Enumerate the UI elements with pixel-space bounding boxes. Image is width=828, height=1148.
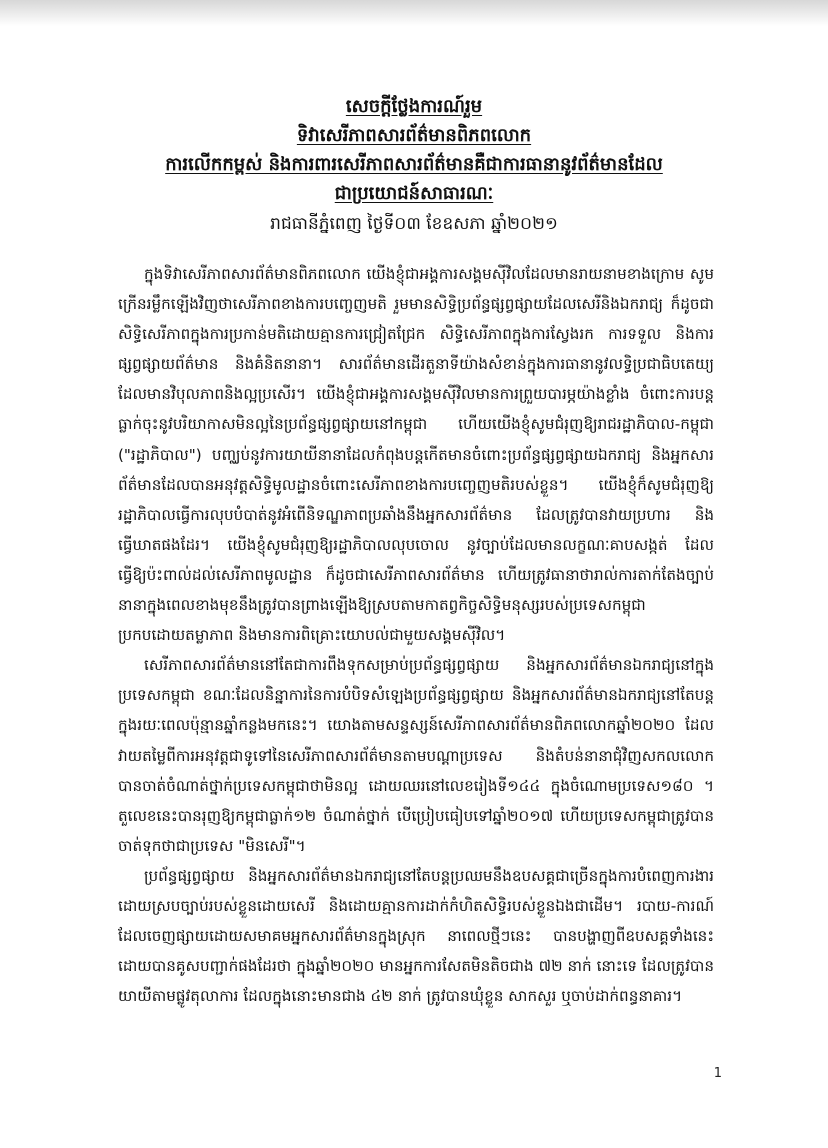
body-paragraph-3: ប្រព័ន្ធផ្សព្វផ្សាយ និងអ្នកសារព័ត៌មានឯករាជ្យនៅតែបន្តប្រឈមនឹងឧបសគ្គជាច្រើនក្នុងការបំពេញការងារដោយស្របច្បាប់របស់ខ្លួនដោយសេរី និងដោយគ្មានការដាក់កំហិតសិទ្ធិរបស់ខ្លួនឯងជាដើម។ របាយ-ការណ៍ដែលចេញផ្សាយដោយសមាគមអ្នកសារព័ត៌មានក្នុងស្រុក នាពេលថ្មីៗនេះ បានបង្ហាញពីឧបសគ្គទាំងនេះដោយបានគូសបញ្ជាក់ផងដែរថា ក្នុងឆ្នាំ២០២០ មានអ្នកការសែតមិនតិចជាង ៧២ នាក់ នោះទេ ដែលត្រូវបានយាយីតាមផ្លូវតុលាការ ដែលក្នុងនោះមានជាង ៤២ នាក់ ត្រូវបានឃុំខ្លួន សាកសួរ ឬចាប់ដាក់ពន្ធនាគារ។: [118, 866, 714, 1006]
statement-title-line-3: ការលើកកម្ពស់ និងការពារសេរីភាពសារព័ត៌មានគឺជាការធានានូវព័ត៌មានដែល: [165, 154, 663, 175]
statement-body: [118, 259, 714, 1011]
statement-header: [0, 92, 828, 239]
statement-title-line-4: ជាប្រយោជន៍សាធារណៈ: [334, 183, 494, 204]
page-number: 1: [713, 1066, 722, 1081]
page-top-shadow: [0, 0, 828, 26]
body-paragraph-1: ក្នុងទិវាសេរីភាពសារព័ត៌មានពិភពលោក យើងខ្ញុំជាអង្គការសង្គមស៊ីវិលដែលមានរាយនាមខាងក្រោម សូមក្រើនរម្លឹកឡើងវិញថាសេរីភាពខាងការបញ្ចេញមតិ រួមមានសិទ្ធិប្រព័ន្ធផ្សព្វផ្សាយដែលសេរីនិងឯករាជ្យ ក៏ដូចជាសិទ្ធិសេរីភាពក្នុងការប្រកាន់មតិដោយគ្មានការជ្រៀតជ្រែក សិទ្ធិសេរីភាពក្នុងការស្វែងរក ការទទួល និងការផ្សព្វផ្សាយព័ត៌មាន និងគំនិតនានា។ សារព័ត៌មានដើរតួនាទីយ៉ាងសំខាន់ក្នុងការធានានូវលទ្ធិប្រជាធិបតេយ្យដែលមានវិបុលភាពនិងល្អប្រសើរ។ យើងខ្ញុំជាអង្គការសង្គមស៊ីវិលមានការព្រួយបារម្ភយ៉ាងខ្លាំង ចំពោះការបន្តធ្លាក់ចុះនូវបរិយាកាសមិនល្អនៃប្រព័ន្ធផ្សព្វផ្សាយនៅកម្ពុជា ហើយយើងខ្ញុំសូមជំរុញឱ្យរាជរដ្ឋាភិបាល-កម្ពុជា ("រដ្ឋាភិបាល") បញ្ឈប់នូវការយាយីនានាដែលកំពុងបន្តកើតមានចំពោះប្រព័ន្ធផ្សព្វផ្សាយឯករាជ្យ និងអ្នកសារព័ត៌មានដែលបានអនុវត្តសិទ្ធិមូលដ្ឋានចំពោះសេរីភាពខាងការបញ្ចេញមតិរបស់ខ្លួន។ យើងខ្ញុំក៏សូមជំរុញឱ្យរដ្ឋាភិបាលធ្វើការលុបបំបាត់នូវអំពើនិទណ្ឌភាពប្រឆាំងនឹងអ្នកសារព័ត៌មាន ដែលត្រូវបានវាយប្រហារ និងធ្វើឃាតផងដែរ។ យើងខ្ញុំសូមជំរុញឱ្យរដ្ឋាភិបាលលុបចោល នូវច្បាប់ដែលមានលក្ខណៈគាបសង្កត់ ដែលធ្វើឱ្យប៉ះពាល់ដល់សេរីភាពមូលដ្ឋាន ក៏ដូចជាសេរីភាពសារព័ត៌មាន ហើយត្រូវធានាថារាល់ការតាក់តែងច្បាប់នានាក្នុងពេលខាងមុខនឹងត្រូវបានព្រាងឡើងឱ្យស្របតាមកាតព្វកិច្ចសិទ្ធិមនុស្សរបស់ប្រទេសកម្ពុជា ប្រកបដោយតម្លាភាព និងមានការពិគ្រោះយោបល់ជាមួយសង្គមស៊ីវិល។: [118, 265, 714, 645]
body-paragraph-2: សេរីភាពសារព័ត៌មាននៅតែជាការពឹងទុកសម្រាប់ប្រព័ន្ធផ្សព្វផ្សាយ និងអ្នកសារព័ត៌មានឯករាជ្យនៅក្នុងប្រទេសកម្ពុជា ខណៈដែលនិន្នាការនៃការបំបិទសំឡេងប្រព័ន្ធផ្សព្វផ្សាយ និងអ្នកសារព័ត៌មានឯករាជ្យនៅតែបន្តក្នុងរយៈពេលប៉ុន្មានឆ្នាំកន្លងមកនេះ។ យោងតាមសន្ទស្សន៍សេរីភាពសារព័ត៌មានពិភពលោកឆ្នាំ២០២០ ដែលវាយតម្លៃពីការអនុវត្តជាទូទៅនៃសេរីភាពសារព័ត៌មានតាមបណ្ដាប្រទេស និងតំបន់នានាជុំវិញសកលលោក បានចាត់ចំណាត់ថ្នាក់ប្រទេសកម្ពុជាថាមិនល្អ ដោយឈរនៅលេខរៀងទី១៤៤ ក្នុងចំណោមប្រទេស១៨០ ។ តួលេខនេះបានរុញឱ្យកម្ពុជាធ្លាក់១២ ចំណាត់ថ្នាក់ បើប្រៀបធៀបទៅឆ្នាំ២០១៧ ហើយប្រទេសកម្ពុជាត្រូវបានចាត់ទុកថាជាប្រទេស "មិនសេរី"។: [118, 656, 714, 855]
statement-title-line-1: សេចក្ដីថ្លែងការណ៍រួម: [345, 96, 483, 117]
statement-dateline: រាជធានីភ្នំពេញ ថ្ងៃទី០៣ ខែឧសភា ឆ្នាំ២០២១: [270, 214, 558, 234]
statement-title-line-2: ទិវាសេរីភាពសារព័ត៌មានពិភពលោក: [296, 125, 532, 146]
